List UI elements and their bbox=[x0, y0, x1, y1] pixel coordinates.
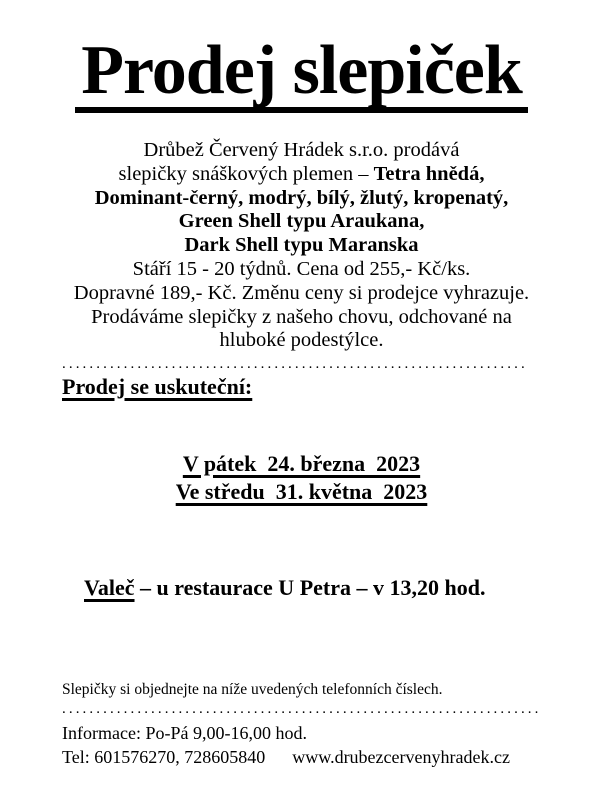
sale-location-line bbox=[62, 549, 573, 627]
intro-line-4: Green Shell typu Araukana, bbox=[178, 210, 425, 233]
sale-dates bbox=[0, 450, 603, 506]
intro-paragraph bbox=[30, 139, 573, 353]
intro-line-9: hluboké podestýlce. bbox=[219, 329, 384, 352]
intro-line-1: Drůbež Červený Hrádek s.r.o. prodává bbox=[143, 139, 460, 161]
intro-line-2-breed: Tetra hnědá, bbox=[373, 162, 485, 185]
contact-phones: Tel: 601576270, 728605840 bbox=[62, 746, 266, 767]
contact-hours: Informace: Po-Pá 9,00-16,00 hod. bbox=[62, 723, 307, 743]
intro-line-7: Dopravné 189,- Kč. Změnu ceny si prodejce vyhrazuje. bbox=[73, 281, 530, 304]
page-title: Prodej slepiček bbox=[75, 36, 528, 113]
dotted-divider-bottom: ...................................................................... bbox=[62, 703, 542, 715]
contact-info bbox=[62, 722, 583, 769]
contact-website: www.drubezcervenyhradek.cz bbox=[292, 746, 510, 767]
intro-line-8: Prodáváme slepičky z našeho chovu, odchované na bbox=[91, 305, 512, 328]
intro-line-2: slepičky snáškových plemen – bbox=[118, 162, 374, 185]
contact-line bbox=[62, 746, 583, 770]
page-title-wrap bbox=[0, 32, 603, 113]
sale-date-1: V pátek 24. března 2023 bbox=[182, 451, 421, 476]
sale-location-place: Valeč bbox=[84, 575, 135, 600]
intro-line-6: Stáří 15 - 20 týdnů. Cena od 255,- Kč/ks. bbox=[132, 257, 471, 280]
order-note: Slepičky si objednejte na níže uvedených telefonních číslech. bbox=[62, 681, 443, 698]
sale-location-details: – u restaurace U Petra – v 13,20 hod. bbox=[134, 575, 486, 600]
sale-schedule-heading: Prodej se uskuteční: bbox=[62, 374, 253, 399]
dotted-divider-top: .................................................................... bbox=[62, 358, 528, 370]
intro-line-5: Dark Shell typu Maranska bbox=[184, 234, 419, 257]
intro-line-3: Dominant-černý, modrý, bílý, žlutý, kropenatý, bbox=[94, 186, 509, 209]
sale-date-2: Ve středu 31. května 2023 bbox=[175, 479, 428, 504]
